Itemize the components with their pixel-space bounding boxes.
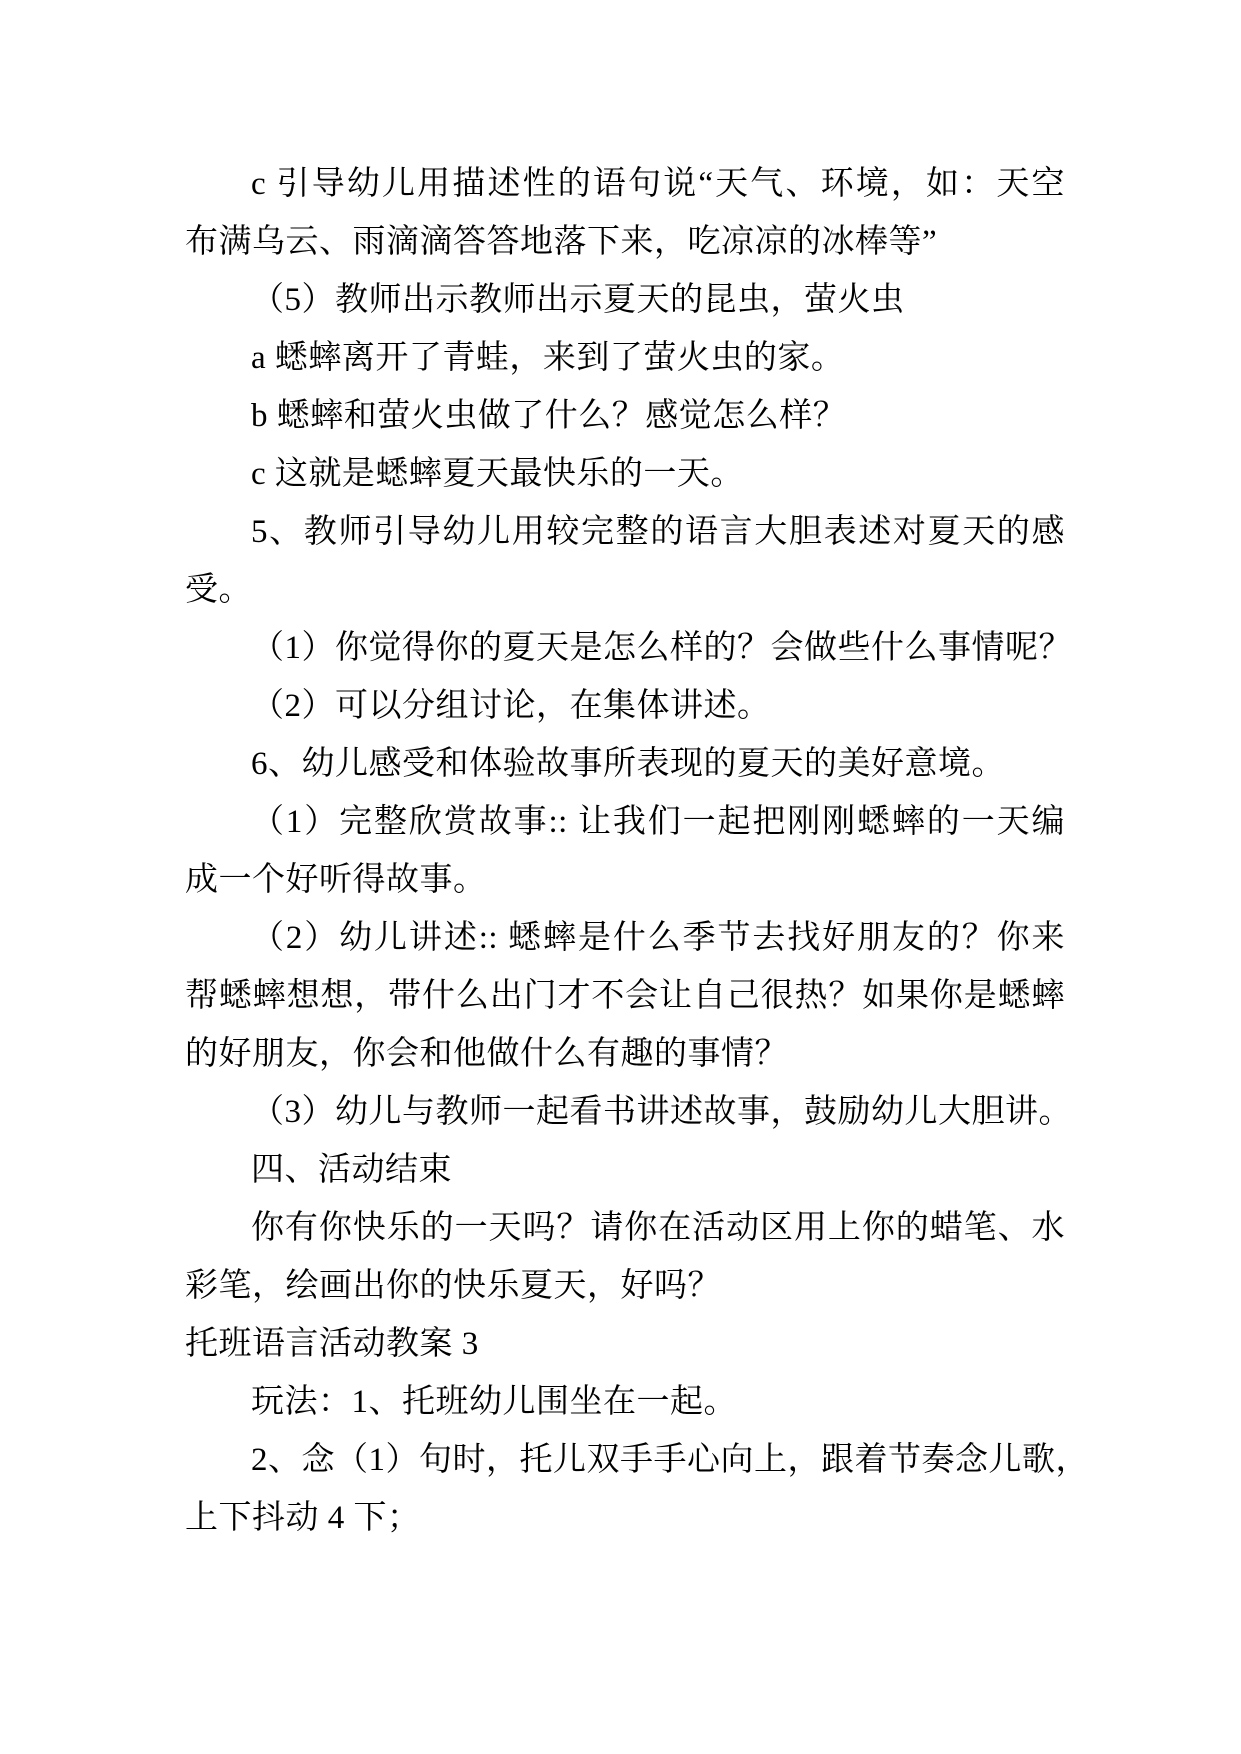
text-line: （3）幼儿与教师一起看书讲述故事，鼓励幼儿大胆讲。 [251, 1094, 1072, 1130]
text-line: （2）幼儿讲述:: 蟋蟀是什么季节去找好朋友的？你来 [251, 920, 1065, 956]
text-line: 2、念（1）句时，托儿双手手心向上，跟着节奏念儿歌， [251, 1442, 1089, 1478]
text-line: 彩笔，绘画出你的快乐夏天，好吗？ [185, 1268, 721, 1304]
text-line: c 这就是蟋蟀夏天最快乐的一天。 [251, 456, 744, 492]
text-line: 玩法：1、托班幼儿围坐在一起。 [251, 1384, 737, 1420]
text-line: 的好朋友，你会和他做什么有趣的事情？ [185, 1036, 788, 1072]
text-line: 6、幼儿感受和体验故事所表现的夏天的美好意境。 [251, 746, 1005, 782]
text-line: b 蟋蟀和萤火虫做了什么？感觉怎么样？ [251, 398, 847, 434]
text-line: 受。 [185, 572, 252, 608]
lesson-plan-text-block [185, 155, 1089, 1547]
text-line: 5、教师引导幼儿用较完整的语言大胆表述对夏天的感 [251, 514, 1065, 550]
text-line: （1）完整欣赏故事:: 让我们一起把刚刚蟋蟀的一天编 [251, 804, 1065, 840]
text-line: 帮蟋蟀想想，带什么出门才不会让自己很热？如果你是蟋蟀 [185, 978, 1065, 1014]
text-line: a 蟋蟀离开了青蛙，来到了萤火虫的家。 [251, 340, 845, 376]
text-line: （1）你觉得你的夏天是怎么样的？会做些什么事情呢？ [251, 630, 1072, 666]
text-line: 你有你快乐的一天吗？请你在活动区用上你的蜡笔、水 [251, 1210, 1065, 1246]
text-line: （2）可以分组讨论，在集体讲述。 [251, 688, 771, 724]
text-line: 布满乌云、雨滴滴答答地落下来，吃凉凉的冰棒等” [185, 224, 938, 260]
text-line: 托班语言活动教案 3 [185, 1326, 479, 1362]
text-line: 成一个好听得故事。 [185, 862, 487, 898]
text-line: （5）教师出示教师出示夏天的昆虫，萤火虫 [251, 282, 905, 318]
text-line: 四、活动结束 [251, 1152, 452, 1188]
text-line: c 引导幼儿用描述性的语句说“天气、环境，如：天空 [251, 166, 1065, 202]
text-line: 上下抖动 4 下； [185, 1500, 421, 1536]
